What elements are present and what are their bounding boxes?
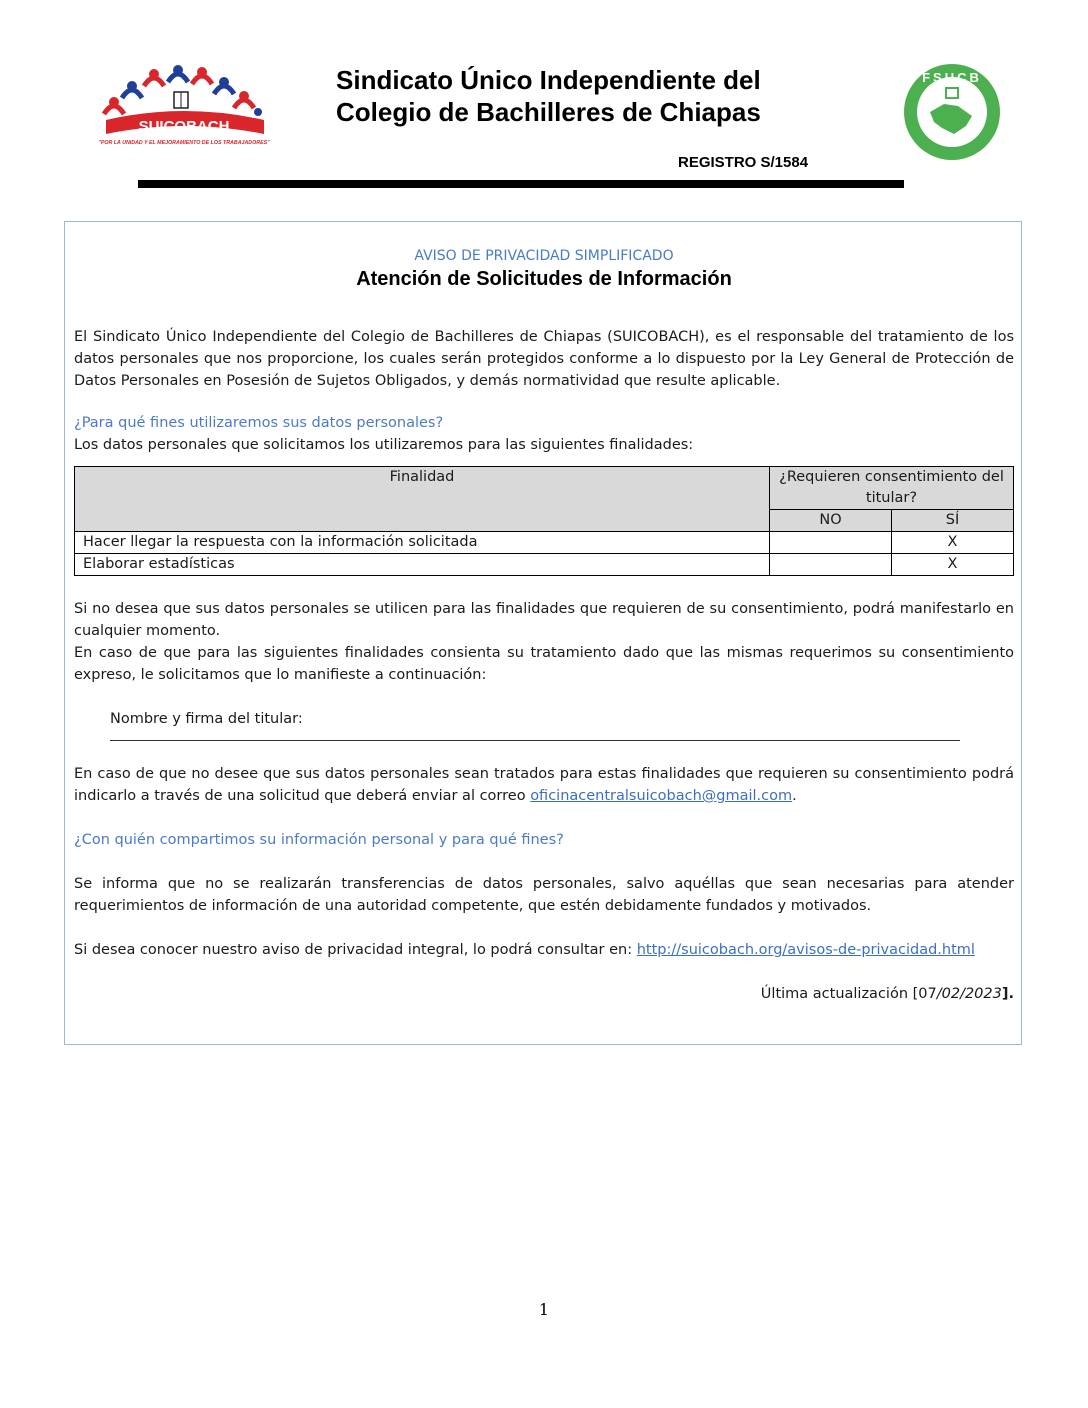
table-row [75, 554, 1014, 576]
table-header-finalidad: Finalidad [75, 467, 770, 532]
signature-line[interactable] [110, 730, 960, 741]
updated-date-italic: /02/2023 [936, 986, 1002, 1002]
logo-left-motto: "POR LA UNIDAD Y EL MEJORAMIENTO DE LOS TRABAJADORES" [98, 140, 270, 146]
table-header-no: NO [770, 510, 892, 532]
book-icon [174, 92, 188, 108]
logo-right-text: FSUCB [922, 70, 982, 85]
table-cell-no [770, 532, 892, 554]
integral-link[interactable]: http://suicobach.org/avisos-de-privacidad.html [636, 942, 975, 958]
organization-title-line2: Colegio de Bachilleres de Chiapas [336, 97, 761, 127]
purpose-heading: ¿Para qué fines utilizaremos sus datos personales? [74, 415, 444, 431]
table-cell-no [770, 554, 892, 576]
intro-paragraph: El Sindicato Único Independiente del Colegio de Bachilleres de Chiapas (SUICOBACH), es el responsable del tratamiento de los datos personales que nos proporcione, los cuales serán protegidos conforme a lo dispuesto por la Ley General de Protección de Datos Personales en Posesión de Sujetos Obligados, y demás normatividad que resulte aplicable. [74, 329, 1014, 389]
table-cell-finalidad: Elaborar estadísticas [75, 554, 770, 576]
page-number: 1 [538, 1300, 550, 1319]
updated-close: ]. [1001, 986, 1014, 1002]
integral-text: Si desea conocer nuestro aviso de privacidad integral, lo podrá consultar en: [74, 942, 633, 958]
updated-label: Última actualización [ [760, 986, 919, 1002]
organization-title [336, 64, 856, 128]
fsucb-logo [900, 60, 1004, 164]
table-cell-si: X [892, 554, 1014, 576]
updated-date-plain: 07 [918, 986, 937, 1002]
registro-number: REGISTRO S/1584 [678, 154, 809, 171]
organization-title-line1: Sindicato Único Independiente del [336, 65, 761, 95]
email-link[interactable]: oficinacentralsuicobach@gmail.com [530, 788, 793, 804]
table-cell-finalidad: Hacer llegar la respuesta con la información solicitada [75, 532, 770, 554]
share-heading: ¿Con quién compartimos su información personal y para qué fines? [74, 832, 564, 848]
purpose-text: Los datos personales que solicitamos los utilizaremos para las siguientes finalidades: [74, 437, 694, 453]
logo-left-text: SUICOBACH [138, 118, 230, 135]
email-paragraph [74, 763, 1014, 807]
header-rule [138, 180, 904, 188]
table-header-si: SÍ [892, 510, 1014, 532]
last-updated [74, 983, 1014, 1005]
notice-title: Atención de Solicitudes de Información [356, 268, 732, 290]
optout-paragraph: Si no desea que sus datos personales se utilicen para las finalidades que requieren de su consentimiento, podrá manifestarlo en cualquier momento. [74, 601, 1014, 639]
notice-content [74, 246, 1014, 1005]
suicobach-logo [96, 62, 272, 148]
purpose-table [74, 466, 1014, 576]
integral-paragraph [74, 939, 1014, 961]
table-cell-si: X [892, 532, 1014, 554]
email-text: En caso de que no desee que sus datos personales sean tratados para estas finalidades que requieren su consentimiento podrá indicarlo a través de una solicitud que deberá enviar al correo [74, 766, 1014, 804]
share-paragraph: Se informa que no se realizarán transferencias de datos personales, salvo aquéllas que sean necesarias para atender requerimientos de información de una autoridad competente, que estén debidamente fundados y motivados. [74, 876, 1014, 914]
table-header-consent: ¿Requieren consentimiento del titular? [770, 467, 1014, 510]
signature-label: Nombre y firma del titular: [110, 711, 303, 727]
table-row [75, 532, 1014, 554]
consent-paragraph: En caso de que para las siguientes finalidades consienta su tratamiento dado que las mismas requerimos su consentimiento expreso, le solicitamos que lo manifieste a continuación: [74, 645, 1014, 683]
email-text-end: . [792, 788, 797, 804]
notice-subtitle: AVISO DE PRIVACIDAD SIMPLIFICADO [414, 248, 674, 264]
